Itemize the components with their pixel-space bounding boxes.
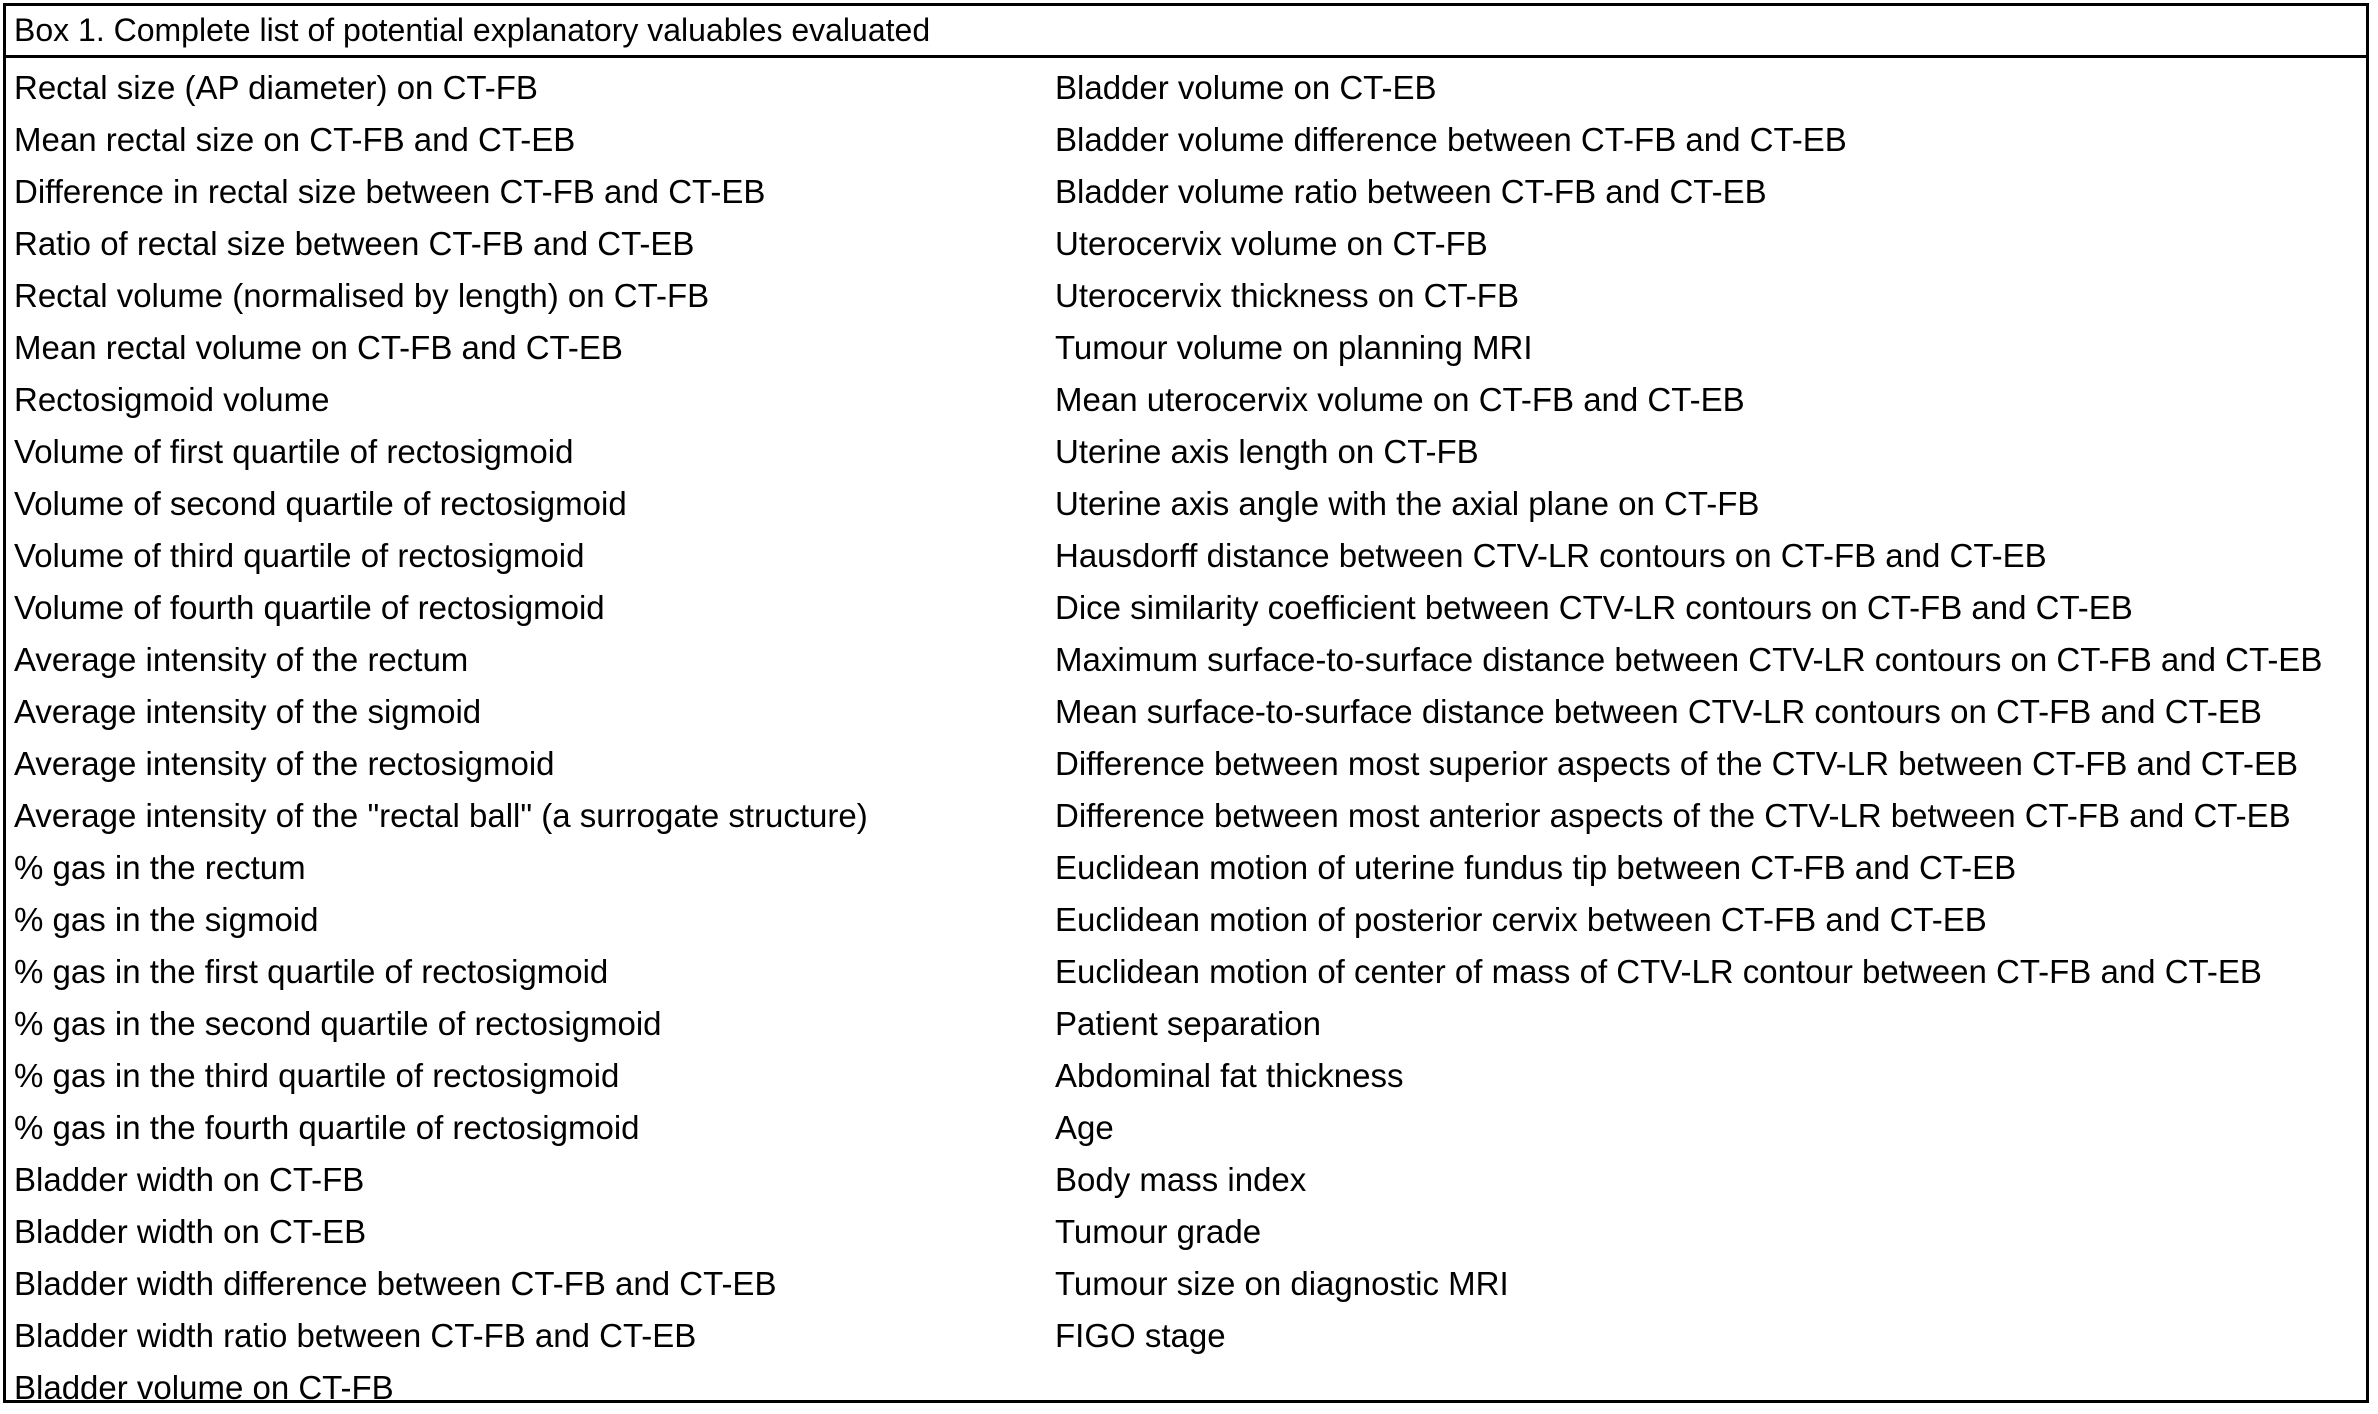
- variable-item: Dice similarity coefficient between CTV-LR contours on CT-FB and CT-EB: [1055, 589, 2133, 626]
- variable-item: Difference between most superior aspects of the CTV-LR between CT-FB and CT-EB: [1055, 745, 2298, 782]
- variable-item: Euclidean motion of posterior cervix between CT-FB and CT-EB: [1055, 901, 1987, 938]
- variable-item: Average intensity of the "rectal ball" (a surrogate structure): [14, 797, 868, 834]
- variable-item: FIGO stage: [1055, 1317, 1226, 1354]
- explanatory-variables-box: [3, 3, 2369, 1406]
- variable-item: Bladder width difference between CT-FB and CT-EB: [14, 1265, 777, 1302]
- variable-columns: [6, 62, 2366, 1406]
- variable-item: Bladder volume difference between CT-FB and CT-EB: [1055, 121, 1847, 158]
- variable-item: Rectal volume (normalised by length) on CT-FB: [14, 277, 710, 314]
- variable-item: Volume of third quartile of rectosigmoid: [14, 537, 585, 574]
- variable-item: Mean rectal volume on CT-FB and CT-EB: [14, 329, 623, 366]
- variable-item: Euclidean motion of uterine fundus tip between CT-FB and CT-EB: [1055, 849, 2017, 886]
- variable-item: Ratio of rectal size between CT-FB and CT-EB: [14, 225, 695, 262]
- variable-item: Bladder volume ratio between CT-FB and CT-EB: [1055, 173, 1767, 210]
- variable-item: Rectosigmoid volume: [14, 381, 330, 418]
- variable-item: Average intensity of the sigmoid: [14, 693, 482, 730]
- variable-item: % gas in the fourth quartile of rectosigmoid: [14, 1109, 640, 1146]
- variable-item: % gas in the third quartile of rectosigmoid: [14, 1057, 620, 1094]
- variable-item: Bladder volume on CT-EB: [1055, 69, 1437, 106]
- variable-item: Rectal size (AP diameter) on CT-FB: [14, 69, 538, 106]
- variable-item: Maximum surface-to-surface distance between CTV-LR contours on CT-FB and CT-EB: [1055, 641, 2323, 678]
- variable-item: Uterine axis length on CT-FB: [1055, 433, 1479, 470]
- variable-item: Bladder volume on CT-FB: [14, 1369, 394, 1406]
- variable-item: Difference in rectal size between CT-FB and CT-EB: [14, 173, 766, 210]
- variable-item: Volume of fourth quartile of rectosigmoid: [14, 589, 605, 626]
- box-title: Box 1. Complete list of potential explanatory valuables evaluated: [6, 6, 2366, 58]
- variable-item: Uterocervix volume on CT-FB: [1055, 225, 1488, 262]
- variable-item: Mean rectal size on CT-FB and CT-EB: [14, 121, 576, 158]
- right-variable-list: [1055, 62, 2365, 1362]
- variable-item: Tumour size on diagnostic MRI: [1055, 1265, 1509, 1302]
- variable-item: Age: [1055, 1109, 1114, 1146]
- variable-item: Average intensity of the rectosigmoid: [14, 745, 555, 782]
- variable-item: % gas in the sigmoid: [14, 901, 319, 938]
- left-variable-list: [14, 62, 1044, 1414]
- variable-item: % gas in the second quartile of rectosigmoid: [14, 1005, 662, 1042]
- variable-item: Hausdorff distance between CTV-LR contours on CT-FB and CT-EB: [1055, 537, 2047, 574]
- variable-item: Volume of second quartile of rectosigmoid: [14, 485, 627, 522]
- variable-item: Bladder width on CT-EB: [14, 1213, 367, 1250]
- variable-item: % gas in the first quartile of rectosigmoid: [14, 953, 609, 990]
- variable-item: Bladder width ratio between CT-FB and CT-EB: [14, 1317, 697, 1354]
- variable-item: Mean uterocervix volume on CT-FB and CT-EB: [1055, 381, 1745, 418]
- variable-item: Uterine axis angle with the axial plane on CT-FB: [1055, 485, 1760, 522]
- variable-item: Bladder width on CT-FB: [14, 1161, 365, 1198]
- variable-item: Euclidean motion of center of mass of CTV-LR contour between CT-FB and CT-EB: [1055, 953, 2262, 990]
- variable-item: % gas in the rectum: [14, 849, 306, 886]
- variable-item: Uterocervix thickness on CT-FB: [1055, 277, 1519, 314]
- variable-item: Patient separation: [1055, 1005, 1322, 1042]
- variable-item: Mean surface-to-surface distance between CTV-LR contours on CT-FB and CT-EB: [1055, 693, 2262, 730]
- variable-item: Tumour grade: [1055, 1213, 1262, 1250]
- variable-item: Difference between most anterior aspects of the CTV-LR between CT-FB and CT-EB: [1055, 797, 2291, 834]
- variable-item: Abdominal fat thickness: [1055, 1057, 1404, 1094]
- variable-item: Body mass index: [1055, 1161, 1307, 1198]
- variable-item: Volume of first quartile of rectosigmoid: [14, 433, 574, 470]
- variable-item: Average intensity of the rectum: [14, 641, 469, 678]
- variable-item: Tumour volume on planning MRI: [1055, 329, 1533, 366]
